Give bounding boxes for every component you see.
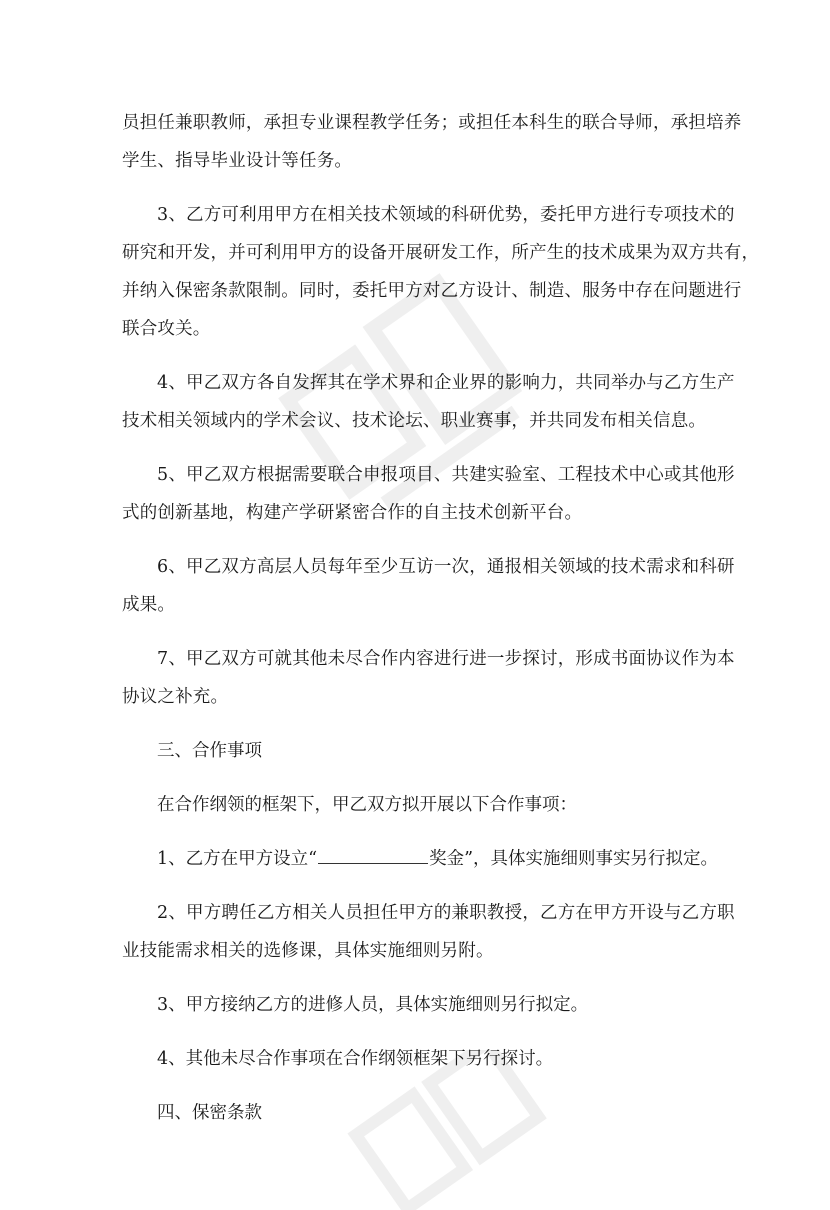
section-intro: 在合作纲领的框架下，甲乙双方拟开展以下合作事项：: [157, 795, 577, 815]
fill-in-blank: [318, 845, 428, 864]
text-line: 并纳入保密条款限制。同时，委托甲方对乙方设计、制造、服务中存在问题进行: [122, 281, 742, 301]
text-line: 式的创新基地，构建产学研紧密合作的自主技术创新平台。: [122, 503, 583, 523]
document-body: [122, 104, 760, 1148]
paragraph-item-4: [122, 364, 735, 440]
text-line: 员担任兼职教师，承担专业课程教学任务；或担任本科生的联合导师，承担培养: [122, 113, 742, 133]
text-line: 3、乙方可利用甲方在相关技术领域的科研优势，委托甲方进行专项技术的: [157, 205, 735, 225]
text-line: 协议之补充。: [122, 687, 229, 707]
text-line: 成果。: [122, 595, 176, 615]
paragraph-item-5: [122, 456, 735, 532]
paragraph-item-6: [122, 548, 735, 624]
text-line: 2、甲方聘任乙方相关人员担任甲方的兼职教授，乙方在甲方开设与乙方职: [157, 903, 735, 923]
text-line: 4、甲乙双方各自发挥其在学术界和企业界的影响力，共同举办与乙方生产: [157, 373, 735, 393]
cooperation-item-4: 4、其他未尽合作事项在合作纲领框架下另行探讨。: [157, 1049, 554, 1069]
text-line: 7、甲乙双方可就其他未尽合作内容进行进一步探讨，形成书面协议作为本: [157, 649, 735, 669]
text-line: 研究和开发，并可利用甲方的设备开展研发工作，所产生的技术成果为双方共有，: [122, 243, 760, 263]
section-heading-4: 四、保密条款: [157, 1103, 262, 1123]
text-line: 技术相关领域内的学术会议、技术论坛、职业赛事，并共同发布相关信息。: [122, 411, 707, 431]
cooperation-item-1: [122, 840, 719, 878]
cooperation-item-3: 3、甲方接纳乙方的进修人员，具体实施细则另行拟定。: [157, 995, 589, 1015]
cooperation-item-2: [122, 894, 735, 970]
paragraph-item-3: [122, 196, 760, 348]
text-line: 联合攻关。: [122, 319, 211, 339]
text-line: 业技能需求相关的选修课，具体实施细则另附。: [122, 941, 494, 961]
text-line: 学生、指导毕业设计等任务。: [122, 151, 353, 171]
text-line: 6、甲乙双方高层人员每年至少互访一次，通报相关领域的技术需求和科研: [157, 557, 735, 577]
section-heading-3: 三、合作事项: [157, 741, 262, 761]
text-line: 5、甲乙双方根据需要联合申报项目、共建实验室、工程技术中心或其他形: [157, 465, 735, 485]
paragraph-continuation: [122, 104, 742, 180]
item-text-before-blank: 1、乙方在甲方设立“: [157, 849, 318, 869]
paragraph-item-7: [122, 640, 735, 716]
item-text-after-blank: 奖金”，具体实施细则事实另行拟定。: [429, 849, 719, 869]
